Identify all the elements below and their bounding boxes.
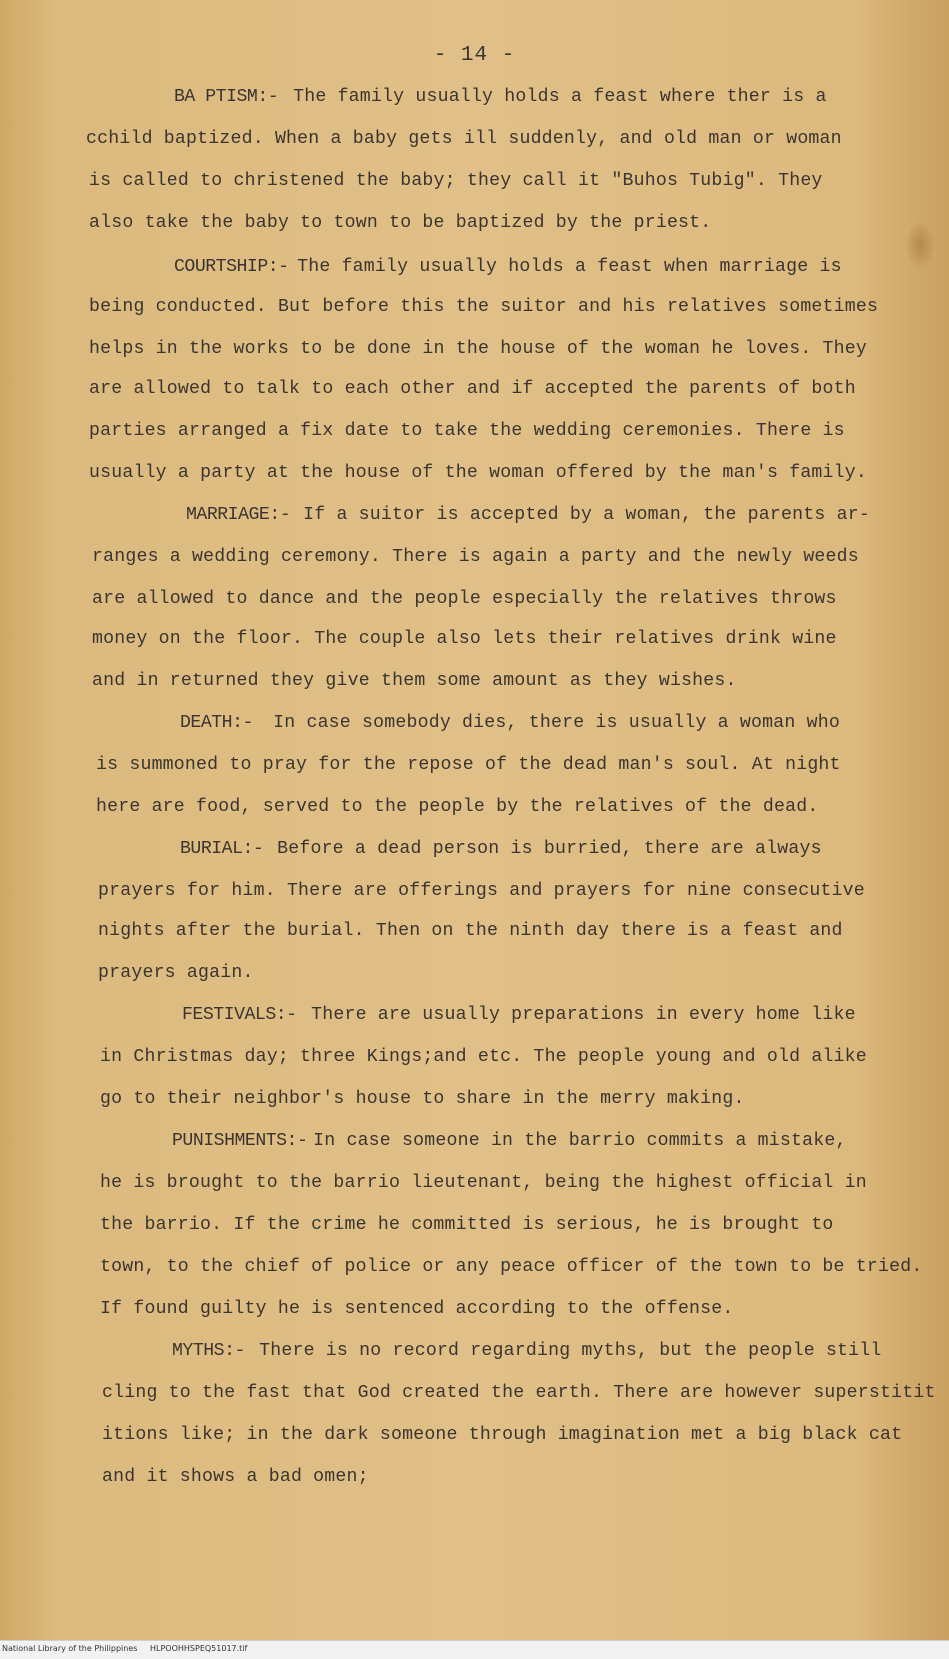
- text-line: he is brought to the barrio lieutenant, being the highest official in: [100, 1173, 867, 1193]
- text-line: town, to the chief of police or any peace officer of the town to be tried.: [100, 1257, 923, 1277]
- text-line: itions like; in the dark someone through imagination met a big black cat: [102, 1425, 903, 1445]
- text-line: There is no record regarding myths, but the people still: [248, 1341, 882, 1361]
- section-heading: PUNISHMENTS:-: [172, 1131, 308, 1151]
- section-heading: FESTIVALS:-: [182, 1005, 297, 1025]
- text-line: The family usually holds a feast when marriage is: [286, 257, 842, 277]
- text-line: ranges a wedding ceremony. There is again a party and the newly weeds: [92, 547, 859, 567]
- text-line: are allowed to talk to each other and if accepted the parents of both: [89, 379, 856, 399]
- footer-filename: HLPOOHHSPEQ51017.tif: [150, 1644, 248, 1653]
- text-line: in Christmas day; three Kings;and etc. The people young and old alike: [100, 1047, 867, 1067]
- section-heading: COURTSHIP:-: [174, 257, 289, 277]
- text-line: prayers again.: [98, 963, 254, 983]
- text-line: is summoned to pray for the repose of the dead man's soul. At night: [96, 755, 841, 775]
- text-line: and it shows a bad omen;: [102, 1467, 369, 1487]
- text-line: are allowed to dance and the people especially the relatives throws: [92, 589, 837, 609]
- text-line: prayers for him. There are offerings and prayers for nine consecutive: [98, 881, 865, 901]
- text-line: cling to the fast that God created the earth. There are however superstitit: [102, 1383, 936, 1403]
- text-line: being conducted. But before this the suitor and his relatives sometimes: [89, 297, 879, 317]
- text-line: helps in the works to be done in the house of the woman he loves. They: [89, 339, 867, 359]
- text-line: cchild baptized. When a baby gets ill suddenly, and old man or woman: [86, 129, 842, 149]
- text-line: There are usually preparations in every home like: [300, 1005, 856, 1025]
- text-line: go to their neighbor's house to share in the merry making.: [100, 1089, 745, 1109]
- text-line: also take the baby to town to be baptized by the priest.: [89, 213, 712, 233]
- footer-source: National Library of the Philippines: [2, 1644, 138, 1653]
- page-number: - 14 -: [433, 44, 516, 67]
- text-line: and in returned they give them some amount as they wishes.: [92, 671, 737, 691]
- text-line: money on the floor. The couple also lets their relatives drink wine: [92, 629, 837, 649]
- section-heading: BA PTISM:-: [174, 87, 279, 107]
- text-line: In case someone in the barrio commits a mistake,: [302, 1131, 847, 1151]
- scan-footer: [0, 1640, 949, 1659]
- paper-stain: [905, 220, 935, 270]
- section-heading: DEATH:-: [180, 713, 253, 733]
- text-line: parties arranged a fix date to take the wedding ceremonies. There is: [89, 421, 845, 441]
- text-line: If a suitor is accepted by a woman, the parents ar-: [292, 505, 870, 525]
- text-line: here are food, served to the people by the relatives of the dead.: [96, 797, 819, 817]
- text-line: usually a party at the house of the woman offered by the man's family.: [89, 463, 867, 483]
- section-heading: MARRIAGE:-: [186, 505, 291, 525]
- text-line: Before a dead person is burried, there are always: [266, 839, 822, 859]
- text-line: If found guilty he is sentenced according to the offense.: [100, 1299, 734, 1319]
- text-line: In case somebody dies, there is usually a woman who: [262, 713, 840, 733]
- section-heading: MYTHS:-: [172, 1341, 245, 1361]
- text-line: the barrio. If the crime he committed is serious, he is brought to: [100, 1215, 834, 1235]
- text-line: The family usually holds a feast where ther is a: [282, 87, 827, 107]
- text-line: is called to christened the baby; they call it "Buhos Tubig". They: [89, 171, 823, 191]
- text-line: nights after the burial. Then on the ninth day there is a feast and: [98, 921, 843, 941]
- section-heading: BURIAL:-: [180, 839, 264, 859]
